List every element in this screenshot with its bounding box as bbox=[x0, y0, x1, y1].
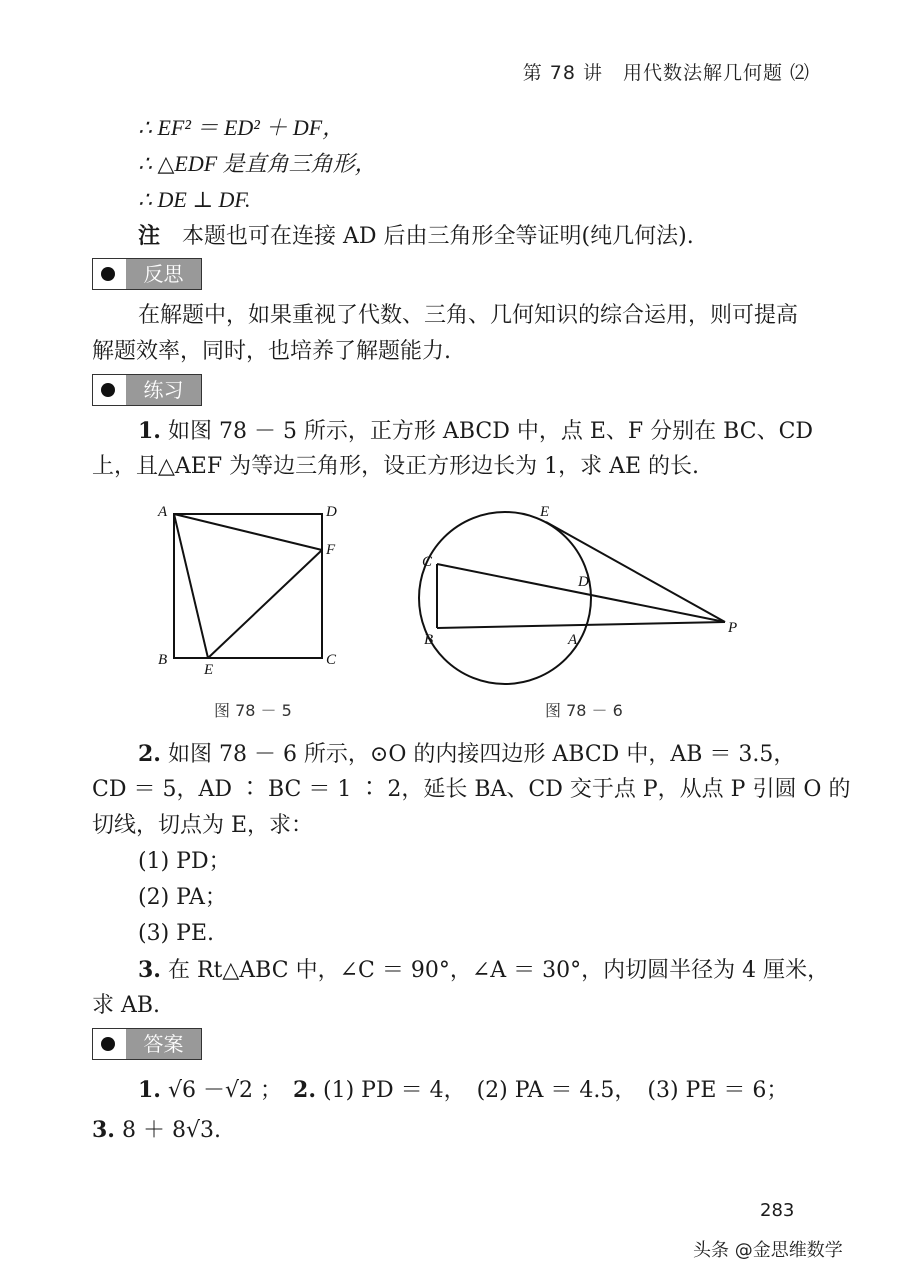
problem3-line-1: 3. 在 Rt△ABC 中，∠C ＝ 90°，∠A ＝ 30°，内切圆半径为 4 厘米， bbox=[138, 957, 830, 983]
problem2-line-2: CD ＝ 5，AD ∶ BC ＝ 1 ∶ 2，延长 BA、CD 交于点 P，从点 P 引圆 O 的 bbox=[92, 777, 851, 802]
problem3-line-2: 求 AB. bbox=[92, 993, 161, 1018]
label-e: E bbox=[204, 662, 214, 678]
segment-af bbox=[174, 514, 322, 550]
line-bp bbox=[437, 622, 725, 628]
line-cp bbox=[437, 564, 725, 622]
problem2-line-3: 切线，切点为 E，求： bbox=[92, 813, 314, 838]
problem1-line-1: 1. 如图 78 － 5 所示，正方形 ABCD 中，点 E、F 分别在 BC、CD bbox=[138, 418, 814, 444]
circle-o bbox=[419, 512, 591, 684]
bullet-icon bbox=[101, 1037, 115, 1051]
label-e: E bbox=[540, 504, 550, 520]
section-practice: 练习 bbox=[92, 374, 202, 406]
section-answers: 答案 bbox=[92, 1028, 202, 1060]
proof-line-1: ∴ EF² ＝ ED² ＋ DF， bbox=[138, 115, 345, 140]
figure-78-6 bbox=[410, 498, 750, 688]
label-b: B bbox=[424, 632, 434, 648]
section-reflection: 反思 bbox=[92, 258, 202, 290]
watermark: 头条 @金思维数学 bbox=[693, 1240, 843, 1261]
bullet-icon bbox=[101, 267, 115, 281]
square-abcd bbox=[174, 514, 322, 658]
figure-78-5 bbox=[150, 498, 350, 680]
label-d: D bbox=[326, 504, 337, 520]
note bbox=[138, 218, 812, 255]
segment-ef bbox=[208, 550, 322, 658]
reflection-line-1: 在解题中，如果重视了代数、三角、几何知识的综合运用，则可提高 bbox=[138, 303, 799, 328]
problem2-part-3: (3) PE. bbox=[138, 921, 215, 946]
label-c: C bbox=[422, 554, 433, 570]
note-label: 注 bbox=[138, 223, 161, 249]
proof-line-3: ∴ DE ⊥ DF. bbox=[138, 187, 251, 212]
reflection-line-2: 解题效率，同时，也培养了解题能力. bbox=[92, 339, 451, 364]
page-header: 第 78 讲 用代数法解几何题 ⑵ bbox=[522, 62, 810, 84]
tangent-pe bbox=[546, 522, 725, 622]
label-f: F bbox=[326, 542, 336, 558]
label-b: B bbox=[158, 652, 168, 668]
bullet-icon bbox=[101, 383, 115, 397]
label-a: A bbox=[568, 632, 578, 648]
label-a: A bbox=[158, 504, 168, 520]
problem2-line-1: 2. 如图 78 － 6 所示，⊙O 的内接四边形 ABCD 中，AB ＝ 3.5， bbox=[138, 741, 796, 767]
problem1-line-2: 上，且△AEF 为等边三角形，设正方形边长为 1，求 AE 的长. bbox=[92, 454, 700, 479]
figure1-caption: 图 78 － 5 bbox=[214, 701, 292, 720]
figure2-caption: 图 78 － 6 bbox=[545, 701, 623, 720]
proof-line-2: ∴ △EDF 是直角三角形， bbox=[138, 151, 377, 176]
answers-line-1: 1. √6 －√2 ； 2. (1) PD ＝ 4， (2) PA ＝ 4.5， (3) PE ＝ 6； bbox=[138, 1077, 789, 1103]
label-d: D bbox=[578, 574, 589, 590]
answers-line-2: 3. 8 ＋ 8√3. bbox=[92, 1117, 221, 1143]
segment-ae bbox=[174, 514, 208, 658]
note-text: 本题也可在连接 AD 后由三角形全等证明(纯几何法). bbox=[182, 224, 694, 249]
problem2-part-1: (1) PD； bbox=[138, 849, 231, 874]
label-p: P bbox=[728, 620, 738, 636]
page-number: 283 bbox=[760, 1200, 795, 1221]
problem2-part-2: (2) PA； bbox=[138, 885, 227, 910]
label-c: C bbox=[326, 652, 337, 668]
